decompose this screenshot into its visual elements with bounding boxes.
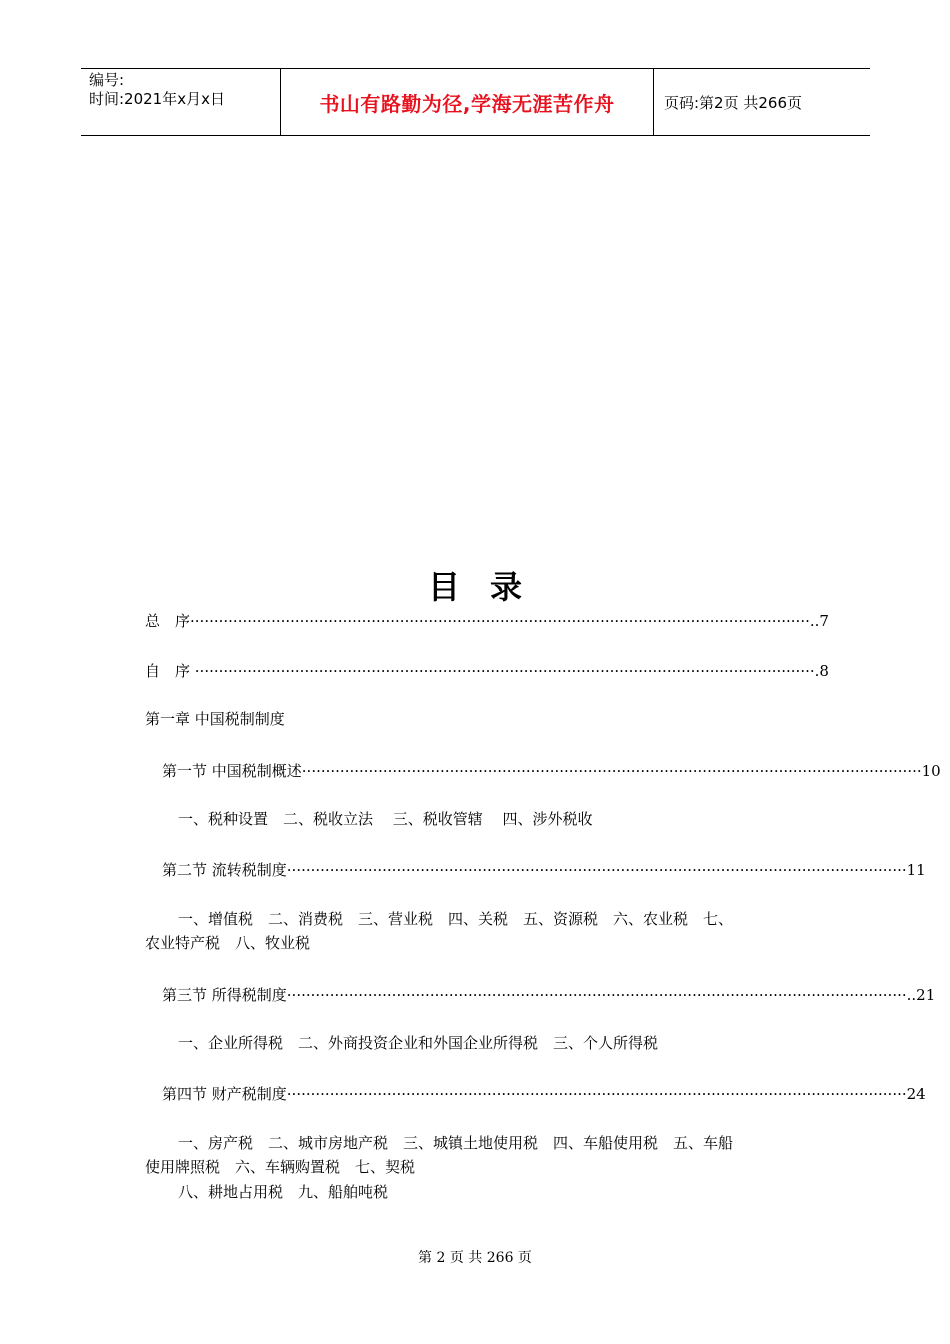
page-footer: 第 2 页 共 266 页 — [418, 1250, 532, 1266]
toc-entry-page: 24 — [906, 1085, 926, 1103]
header-meta — [81, 69, 281, 135]
toc-subitems-1-2-line1: 一、增值税 二、消费税 三、营业税 四、关税 五、资源税 六、农业税 七、 — [178, 910, 734, 928]
toc-entry-label: 第四节 财产税制度 — [162, 1085, 287, 1103]
toc-entry-label: 第二节 流转税制度 — [162, 861, 287, 879]
toc-entry-label: 第三节 所得税制度 — [162, 986, 287, 1004]
toc-entry-page: 11 — [906, 861, 926, 879]
toc-subitems-1-4-line2: 使用牌照税 六、车辆购置税 七、契税 — [145, 1158, 416, 1176]
toc-subitems-1-1: 一、税种设置 二、税收立法 三、税收管辖 四、涉外税收 — [178, 810, 593, 828]
toc-entry-label: 自 序 — [145, 662, 191, 680]
toc-entry-page: .8 — [814, 662, 829, 680]
toc-chapter-1[interactable]: 第一章 中国税制制度 — [145, 710, 285, 728]
dot-leader: ·································································································································· — [286, 861, 907, 879]
dot-leader: ·································································································································· — [286, 986, 907, 1004]
toc-entry-preface-general[interactable] — [145, 610, 829, 631]
toc-subitems-1-4-line1: 一、房产税 二、城市房地产税 三、城镇土地使用税 四、车船使用税 五、车船 — [178, 1134, 734, 1152]
toc-section-1-2[interactable] — [162, 859, 926, 880]
toc-section-1-1[interactable] — [162, 760, 941, 781]
document-date: 时间:2021年x月x日 — [89, 90, 225, 108]
dot-leader: ·································································································································· — [190, 662, 815, 680]
dot-leader: ·································································································································· — [301, 762, 922, 780]
toc-entry-page: ..21 — [906, 986, 936, 1004]
toc-subitems-1-2-line2: 农业特产税 八、牧业税 — [145, 934, 311, 952]
header-table — [81, 68, 870, 136]
toc-entry-preface-author[interactable] — [145, 660, 829, 681]
toc-entry-page: 10 — [921, 762, 941, 780]
toc-section-1-3[interactable] — [162, 984, 936, 1005]
toc-subitems-1-3: 一、企业所得税 二、外商投资企业和外国企业所得税 三、个人所得税 — [178, 1034, 659, 1052]
toc-section-1-4[interactable] — [162, 1083, 926, 1104]
toc-entry-label: 第一节 中国税制概述 — [162, 762, 302, 780]
toc-entry-page: ..7 — [809, 612, 829, 630]
header-motto: 书山有路勤为径,学海无涯苦作舟 — [281, 69, 654, 135]
header-page-info: 页码:第2页 共266页 — [664, 93, 802, 112]
toc-entry-label: 总 序 — [145, 612, 191, 630]
toc-subitems-1-4-line3: 八、耕地占用税 九、船舶吨税 — [178, 1183, 389, 1201]
dot-leader: ·································································································································· — [286, 1085, 907, 1103]
dot-leader: ·································································································································· — [190, 612, 810, 630]
toc-title: 目录 — [427, 568, 552, 606]
document-number-label: 编号: — [89, 71, 125, 89]
